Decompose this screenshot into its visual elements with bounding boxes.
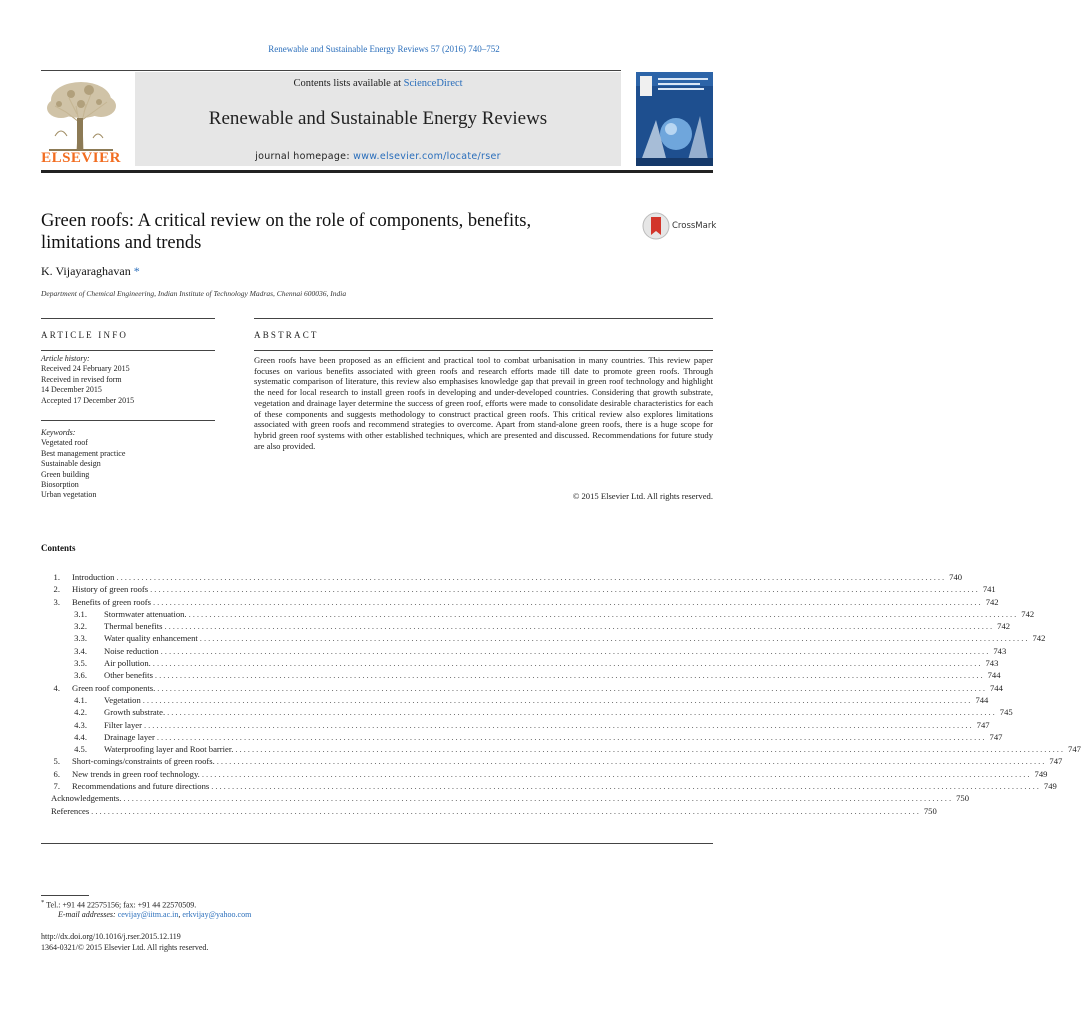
history-item: Received 24 February 2015 — [41, 364, 130, 374]
crossmark-badge[interactable] — [641, 211, 721, 241]
crossmark-icon — [641, 211, 671, 241]
email-link-2[interactable]: erkvijay@yahoo.com — [182, 910, 252, 919]
toc-entry[interactable] — [41, 645, 1007, 657]
doi-link[interactable]: http://dx.doi.org/10.1016/j.rser.2015.12.119 — [41, 932, 181, 941]
toc-label: History of green roofs — [72, 584, 149, 595]
toc-leader: ........................................................................................................................................................................................................ — [164, 621, 995, 632]
toc-leader: ........................................................................................................................................................................................................ — [150, 584, 980, 595]
issn-line: 1364-0321/© 2015 Elsevier Ltd. All rights reserved. — [41, 943, 209, 952]
toc-label: Filter layer — [104, 719, 142, 730]
history-label: Article history: — [41, 354, 90, 363]
toc-entry[interactable] — [41, 571, 963, 583]
toc-number: 4.2. — [74, 707, 87, 718]
toc-page-number: 747 — [1049, 756, 1063, 767]
author-affiliation: Department of Chemical Engineering, Indian Institute of Technology Madras, Chennai 600036, India — [41, 289, 347, 298]
toc-number: 3. — [53, 596, 60, 607]
footnote-emails — [58, 910, 251, 919]
toc-page-number: 744 — [989, 682, 1003, 693]
toc-number: 1. — [53, 572, 60, 582]
toc-label: Short-comings/constraints of green roofs. — [72, 756, 215, 767]
article-title: Green roofs: A critical review on the role of components, benefits, limitations and trends — [41, 211, 532, 253]
toc-page-number: 743 — [985, 658, 999, 669]
toc-number: 3.3. — [74, 633, 87, 644]
toc-label: Green roof components. — [72, 682, 156, 693]
toc-leader: ........................................................................................................................................................................................................ — [199, 633, 1030, 644]
contents-bottom-rule — [41, 843, 713, 844]
toc-label: Acknowledgements. — [51, 793, 122, 804]
toc-page-number: 749 — [1043, 781, 1057, 792]
email-link-1[interactable]: cevijay@iitm.ac.in — [117, 910, 179, 919]
toc-leader: ........................................................................................................................................................................................................ — [143, 719, 974, 730]
toc-number: 3.4. — [74, 645, 87, 656]
article-info-mid-rule — [41, 350, 215, 351]
toc-number: 4.5. — [74, 744, 87, 755]
toc-leader: ........................................................................................................................................................................................................ — [211, 781, 1041, 792]
history-item: 14 December 2015 — [41, 385, 102, 395]
toc-entry[interactable] — [41, 632, 1046, 644]
toc-page-number: 743 — [993, 645, 1007, 656]
header-bottom-rule — [41, 170, 713, 173]
crossmark-label: CrossMark — [672, 221, 717, 231]
toc-page-number: 750 — [923, 805, 937, 816]
abstract-copyright: © 2015 Elsevier Ltd. All rights reserved. — [572, 491, 713, 501]
toc-number: 7. — [53, 781, 60, 792]
toc-entry[interactable] — [41, 657, 999, 669]
toc-label: Growth substrate. — [104, 707, 166, 718]
toc-page-number: 747 — [1068, 744, 1081, 755]
toc-entry[interactable] — [41, 805, 937, 817]
toc-number: 4. — [53, 682, 60, 693]
toc-leader: ........................................................................................................................................................................................................ — [188, 608, 1019, 619]
article-info-heading: ARTICLE INFO — [41, 330, 129, 340]
toc-entry[interactable] — [41, 608, 1035, 620]
author-footnote-mark[interactable]: * — [133, 264, 140, 278]
toc-leader: ........................................................................................................................................................................................................ — [235, 744, 1066, 755]
toc-number: 3.1. — [74, 608, 87, 619]
email-label: E-mail addresses: — [58, 910, 116, 919]
elsevier-wordmark: ELSEVIER — [41, 150, 121, 166]
toc-page-number: 744 — [987, 670, 1001, 681]
author-name: K. Vijayaraghavan — [41, 264, 131, 278]
footnote-mark: * — [41, 899, 45, 906]
toc-entry[interactable] — [41, 768, 1048, 780]
toc-page-number: 749 — [1034, 768, 1048, 779]
contents-prefix: Contents lists available at — [293, 78, 404, 89]
elsevier-tree-logo — [41, 76, 121, 152]
toc-entry[interactable] — [41, 780, 1057, 792]
sciencedirect-link[interactable]: ScienceDirect — [403, 78, 463, 89]
keyword-item: Urban vegetation — [41, 490, 97, 500]
toc-page-number: 742 — [1032, 633, 1046, 644]
toc-entry[interactable] — [41, 620, 1011, 632]
toc-page-number: 742 — [1021, 608, 1035, 619]
toc-page-number: 747 — [976, 719, 990, 730]
footnote-rule — [41, 895, 89, 896]
toc-label: Stormwater attenuation. — [104, 608, 187, 619]
footnote-tel: Tel.: +91 44 22575156; fax: +91 44 22570509. — [46, 900, 197, 910]
toc-label: Thermal benefits — [104, 621, 163, 632]
toc-page-number: 741 — [982, 584, 996, 595]
toc-page-number: 742 — [985, 596, 999, 607]
keyword-item: Best management practice — [41, 448, 126, 458]
toc-number: 5. — [53, 756, 60, 767]
table-of-contents — [41, 571, 1081, 817]
toc-leader: ........................................................................................................................................................................................................ — [157, 682, 987, 693]
toc-page-number: 742 — [997, 621, 1011, 632]
toc-entry[interactable] — [41, 583, 996, 595]
toc-page-number: 750 — [956, 793, 969, 804]
toc-label: Introduction — [72, 572, 115, 582]
article-info-top-rule — [41, 318, 215, 319]
toc-leader: ........................................................................................................................................................................................................ — [216, 756, 1047, 767]
toc-label: New trends in green roof technology. — [72, 768, 200, 779]
toc-leader: ........................................................................................................................................................................................................ — [123, 793, 954, 804]
toc-label: References — [51, 805, 90, 816]
toc-entry[interactable] — [41, 719, 990, 731]
toc-number: 4.1. — [74, 694, 87, 705]
keyword-item: Sustainable design — [41, 459, 101, 469]
toc-number: 3.5. — [74, 658, 87, 669]
journal-homepage — [135, 151, 621, 162]
history-item: Accepted 17 December 2015 — [41, 395, 135, 405]
journal-cover-thumbnail[interactable] — [636, 72, 713, 166]
toc-number: 2. — [53, 584, 60, 595]
toc-page-number: 745 — [999, 707, 1013, 718]
homepage-link[interactable]: www.elsevier.com/locate/rser — [353, 151, 501, 162]
toc-leader: ........................................................................................................................................................................................................ — [152, 658, 983, 669]
footnote-contact — [41, 899, 196, 910]
toc-page-number: 747 — [989, 731, 1003, 742]
keyword-item: Green building — [41, 469, 90, 479]
abstract-heading: ABSTRACT — [254, 330, 319, 340]
toc-number: 3.6. — [74, 670, 87, 681]
keyword-item: Biosorption — [41, 480, 79, 490]
toc-label: Drainage layer — [104, 731, 155, 742]
toc-entry[interactable] — [41, 682, 1003, 694]
toc-leader: ........................................................................................................................................................................................................ — [154, 670, 985, 681]
abstract-text: Green roofs have been proposed as an efficient and practical tool to combat urbanisation in many countries. This review paper focuses on various benefits associated with green roofs and research efforts made till date to promote green roofs. Through systematic comparison of literature, this review also emphasises knowledge gap that prevail in green roof technology and highlight the need for local research to install green roofs in developing and under-developed countries. Considering that growth substrate, vegetation and drainage layer determine the success of green roof, efforts were made to consolidate desirable characteristics for each of these components and suggests methodology to construct practical green roofs. This critical review also explores limitations associated with green roofs and recommend strategies to overcome. Apart from stand-alone green roofs, there is a huge scope for hybrid green roof systems with other established techniques, which are presented and discussed. Recommendations for future study are also provided. — [254, 355, 713, 451]
toc-number: 3.2. — [74, 621, 87, 632]
journal-title: Renewable and Sustainable Energy Reviews — [208, 108, 548, 129]
abstract-mid-rule — [254, 350, 713, 351]
toc-leader: ........................................................................................................................................................................................................ — [142, 694, 973, 705]
toc-entry[interactable] — [41, 706, 1013, 718]
toc-leader: ........................................................................................................................................................................................................ — [153, 596, 983, 607]
toc-number: 6. — [53, 768, 60, 779]
toc-label: Waterproofing layer and Root barrier. — [104, 744, 234, 755]
author-line — [41, 264, 140, 279]
toc-entry[interactable] — [41, 669, 1001, 681]
toc-page-number: 740 — [949, 572, 963, 582]
keywords-label: Keywords: — [41, 428, 76, 437]
toc-number: 4.4. — [74, 731, 87, 742]
toc-label: Water quality enhancement — [104, 633, 198, 644]
toc-leader: ........................................................................................................................................................................................................ — [91, 805, 921, 816]
toc-page-number: 744 — [975, 694, 989, 705]
toc-label: Vegetation — [104, 694, 141, 705]
contents-heading: Contents — [41, 543, 76, 553]
toc-label: Other benefits — [104, 670, 153, 681]
toc-entry[interactable] — [41, 755, 1063, 767]
abstract-top-rule — [254, 318, 713, 319]
header-top-rule — [41, 70, 621, 71]
keywords-rule — [41, 420, 215, 421]
toc-leader: ........................................................................................................................................................................................................ — [201, 768, 1032, 779]
toc-leader: ........................................................................................................................................................................................................ — [156, 731, 987, 742]
history-item: Received in revised form — [41, 374, 122, 384]
keyword-item: Vegetated roof — [41, 438, 88, 448]
toc-entry[interactable] — [41, 731, 1003, 743]
email-separator: , — [178, 910, 183, 919]
toc-entry[interactable] — [41, 596, 999, 608]
toc-label: Benefits of green roofs — [72, 596, 151, 607]
toc-label: Recommendations and future directions — [72, 781, 210, 792]
homepage-prefix: journal homepage: — [255, 151, 354, 162]
toc-entry[interactable] — [41, 792, 969, 804]
toc-leader: ........................................................................................................................................................................................................ — [160, 645, 991, 656]
toc-leader: ........................................................................................................................................................................................................ — [167, 707, 997, 718]
journal-citation[interactable]: Renewable and Sustainable Energy Reviews 57 (2016) 740–752 — [268, 44, 500, 54]
toc-label: Noise reduction — [104, 645, 159, 656]
toc-label: Air pollution. — [104, 658, 151, 669]
keywords-block — [41, 428, 215, 501]
contents-availability — [135, 78, 621, 89]
toc-entry[interactable] — [41, 743, 1081, 755]
toc-entry[interactable] — [41, 694, 989, 706]
toc-leader: ........................................................................................................................................................................................................ — [116, 572, 947, 582]
article-history — [41, 354, 215, 406]
toc-number: 4.3. — [74, 719, 87, 730]
